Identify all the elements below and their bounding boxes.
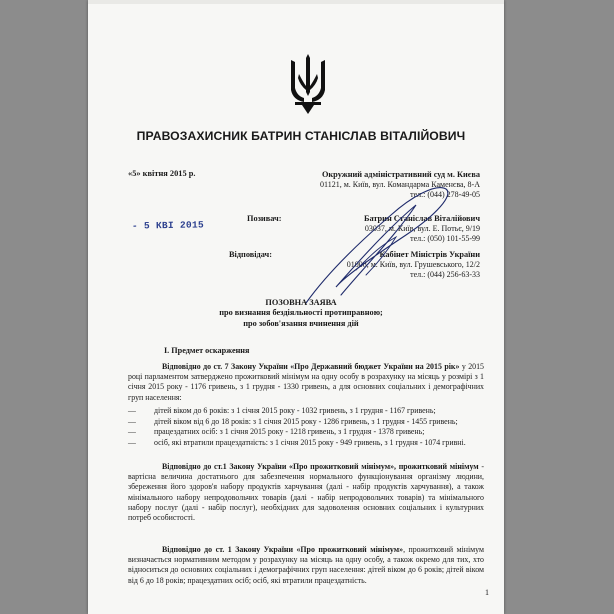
received-date-stamp: - 5 КВІ 2015 (131, 219, 205, 232)
list-item (128, 406, 488, 417)
paragraph-text: - вартісна величина достатнього для забезпечення нормального функціонування організму людини, збереження його здоров'я набору продуктів харчування (далі - набір продуктів харчування), а також мінімального набору непродовольчих товарів (далі - набір непродовольчих товарів) та мінімального набору послуг (далі - набір послуг), необхідних для задоволення основних соціальних і культурних потреб особистості. (128, 462, 484, 523)
list-item-text: працездатних осіб: з 1 січня 2015 року - 1218 гривень, з 1 грудня - 1378 гривень; (154, 427, 425, 437)
court-name: Окружний адміністративний суд м. Києва (321, 170, 480, 179)
document-heading: ПРАВОЗАХИСНИК БАТРИН СТАНІСЛАВ ВІТАЛІЙОВИЧ (136, 129, 466, 143)
paragraph-lead: Відповідно до ст. 1 Закону України «Про прожитковий мінімум» (162, 545, 404, 554)
title-line: ПОЗОВНА ЗАЯВА (265, 298, 337, 307)
title-line: про зобов'язання вчинення дій (243, 318, 359, 328)
list-item (128, 438, 488, 449)
document-date: «5» квітня 2015 р. (128, 169, 196, 178)
defendant-name: Кабінет Міністрів України (379, 250, 480, 259)
court-address: 01121, м. Київ, вул. Командарма Каменєва, 8-А (320, 180, 480, 190)
bullet-dash: — (128, 437, 136, 447)
paragraph (128, 362, 484, 403)
coat-of-arms-icon (287, 52, 329, 116)
paragraph (128, 462, 484, 523)
paragraph-lead: Відповідно до ст.1 Закону України «Про прожитковий мінімум», прожитковий мінімум (162, 462, 479, 471)
plaintiff-name: Батрин Станіслав Віталійович (363, 214, 480, 223)
handwritten-signature (296, 175, 456, 310)
bullet-dash: — (128, 416, 136, 426)
plaintiff-address: 03037, м. Київ, вул. Е. Потьє, 9/19 (364, 224, 480, 234)
document-page (88, 0, 504, 614)
paragraph-text: у 2015 році парламентом затверджено прожитковий мінімум на одну особу в розрахунку на місяць у розмірі з 1 січня 2015 року - 1176 гривень, з 1 грудня - 1330 гривень, а для основних соціальних і демографічних груп населення: (128, 362, 485, 402)
bullet-dash: — (128, 406, 136, 415)
court-phone: тел.: (044) 278-49-05 (410, 190, 480, 200)
bullet-list (128, 406, 488, 448)
title-line: про визнання бездіяльності протиправною; (219, 308, 383, 318)
defendant-address: 01008, м. Київ, вул. Грушевського, 12/2 (346, 260, 480, 270)
plaintiff-role-label: Позивач: (247, 214, 282, 223)
plaintiff-phone: тел.: (050) 101-55-99 (410, 234, 480, 244)
list-item-text: осіб, які втратили працездатність: з 1 січня 2015 року - 949 гривень, з 1 грудня - 1074 гривні. (154, 437, 466, 447)
list-item-text: дітей віком до 6 років: з 1 січня 2015 року - 1032 гривень, з 1 грудня - 1167 гривень; (154, 406, 436, 415)
list-item-text: дітей віком від 6 до 18 років: з 1 січня 2015 року - 1286 гривень, з 1 грудня - 1455 гривень; (154, 416, 458, 426)
bullet-dash: — (128, 427, 136, 437)
list-item (128, 427, 488, 438)
paragraph-lead: Відповідно до ст. 7 Закону України «Про Державний бюджет України на 2015 рік» (162, 362, 460, 371)
page-edge (88, 0, 504, 4)
defendant-phone: тел.: (044) 256-63-33 (410, 270, 480, 280)
document-title (88, 298, 504, 329)
section-heading: І. Предмет оскарження (164, 346, 250, 355)
defendant-role-label: Відповідач: (229, 250, 272, 259)
page-number: 1 (485, 588, 489, 597)
list-item (128, 417, 488, 428)
paragraph-text: , прожитковий мінімум визначається нормативним методом у розрахунку на місяць на одну особу, а також окремо для тих, хто відноситься до основних соціальних і демографічних груп населення: дітей віком до 6 років; дітей віком від 6 до 18 років; працездатних осіб; осіб, які втратили працездатність. (128, 545, 485, 585)
paragraph (128, 545, 484, 586)
